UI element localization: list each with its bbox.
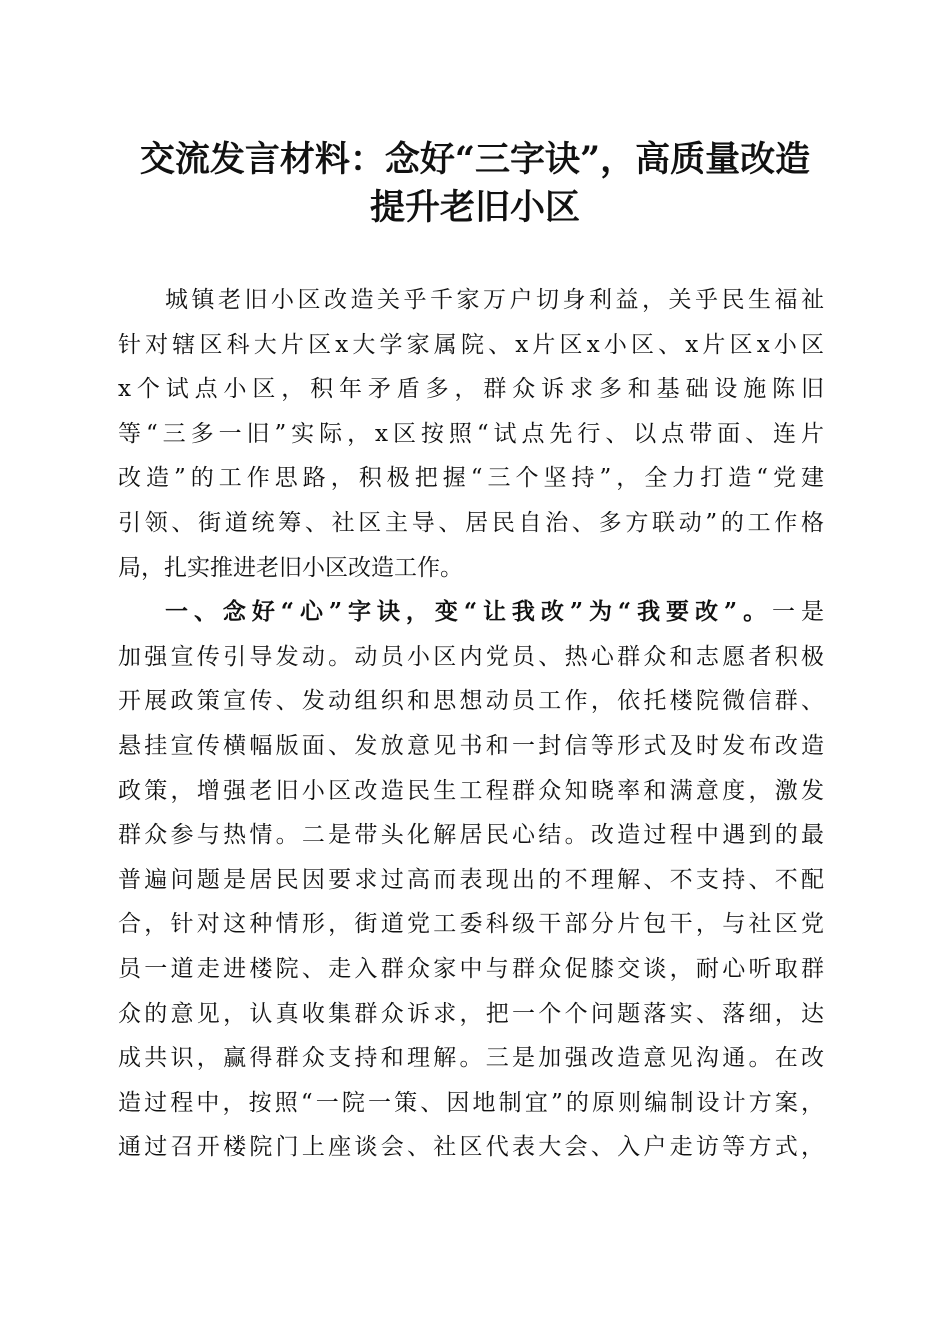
document-title-line-2: 提升老旧小区 xyxy=(369,187,580,228)
text-line xyxy=(118,590,824,635)
text-line: 针对辖区科大片区x大学家属院、x片区x小区、x片区x小区 xyxy=(118,331,824,358)
text-line: 引领、街道统筹、社区主导、居民自治、多方联动”的工作格 xyxy=(118,509,824,536)
document-body xyxy=(118,278,824,1170)
text-line: 加强宣传引导发动。动员小区内党员、热心群众和志愿者积极 xyxy=(118,643,824,670)
text-span: 一是 xyxy=(772,599,824,626)
section-heading: 一、念好“心”字诀，变“让我改”为“我要改”。 xyxy=(165,598,773,626)
text-line: 等“三多一旧”实际，x区按照“试点先行、以点带面、连片 xyxy=(118,420,824,447)
text-line: 合，针对这种情形，街道党工委科级干部分片包干，与社区党 xyxy=(118,911,824,938)
text-line: 众的意见，认真收集群众诉求，把一个个问题落实、落细，达 xyxy=(118,1000,824,1027)
paragraph-section-1 xyxy=(118,590,824,1170)
text-line: 通过召开楼院门上座谈会、社区代表大会、入户走访等方式， xyxy=(118,1134,824,1161)
text-line: 政策，增强老旧小区改造民生工程群众知晓率和满意度，激发 xyxy=(118,777,824,804)
text-line: 群众参与热情。二是带头化解居民心结。改造过程中遇到的最 xyxy=(118,822,824,849)
text-line: x个试点小区，积年矛盾多，群众诉求多和基础设施陈旧 xyxy=(118,376,824,403)
text-line: 改造”的工作思路，积极把握“三个坚持”，全力打造“党建 xyxy=(118,465,824,492)
text-line: 成共识，赢得群众支持和理解。三是加强改造意见沟通。在改 xyxy=(118,1045,824,1072)
text-line: 开展政策宣传、发动组织和思想动员工作，依托楼院微信群、 xyxy=(118,688,824,715)
text-line: 员一道走进楼院、走入群众家中与群众促膝交谈，耐心听取群 xyxy=(118,955,824,982)
text-line: 造过程中，按照“一院一策、因地制宜”的原则编制设计方案， xyxy=(118,1089,824,1116)
text-line: 悬挂宣传横幅版面、发放意见书和一封信等形式及时发布改造 xyxy=(118,732,824,759)
paragraph-intro xyxy=(118,278,824,590)
text-line: 局，扎实推进老旧小区改造工作。 xyxy=(118,554,463,581)
text-line: 普遍问题是居民因要求过高而表现出的不理解、不支持、不配 xyxy=(118,866,824,893)
text-line: 城镇老旧小区改造关乎千家万户切身利益，关乎民生福祉 xyxy=(165,287,824,313)
document-title-line-1: 交流发言材料：念好“三字诀”，高质量改造 xyxy=(139,139,811,180)
